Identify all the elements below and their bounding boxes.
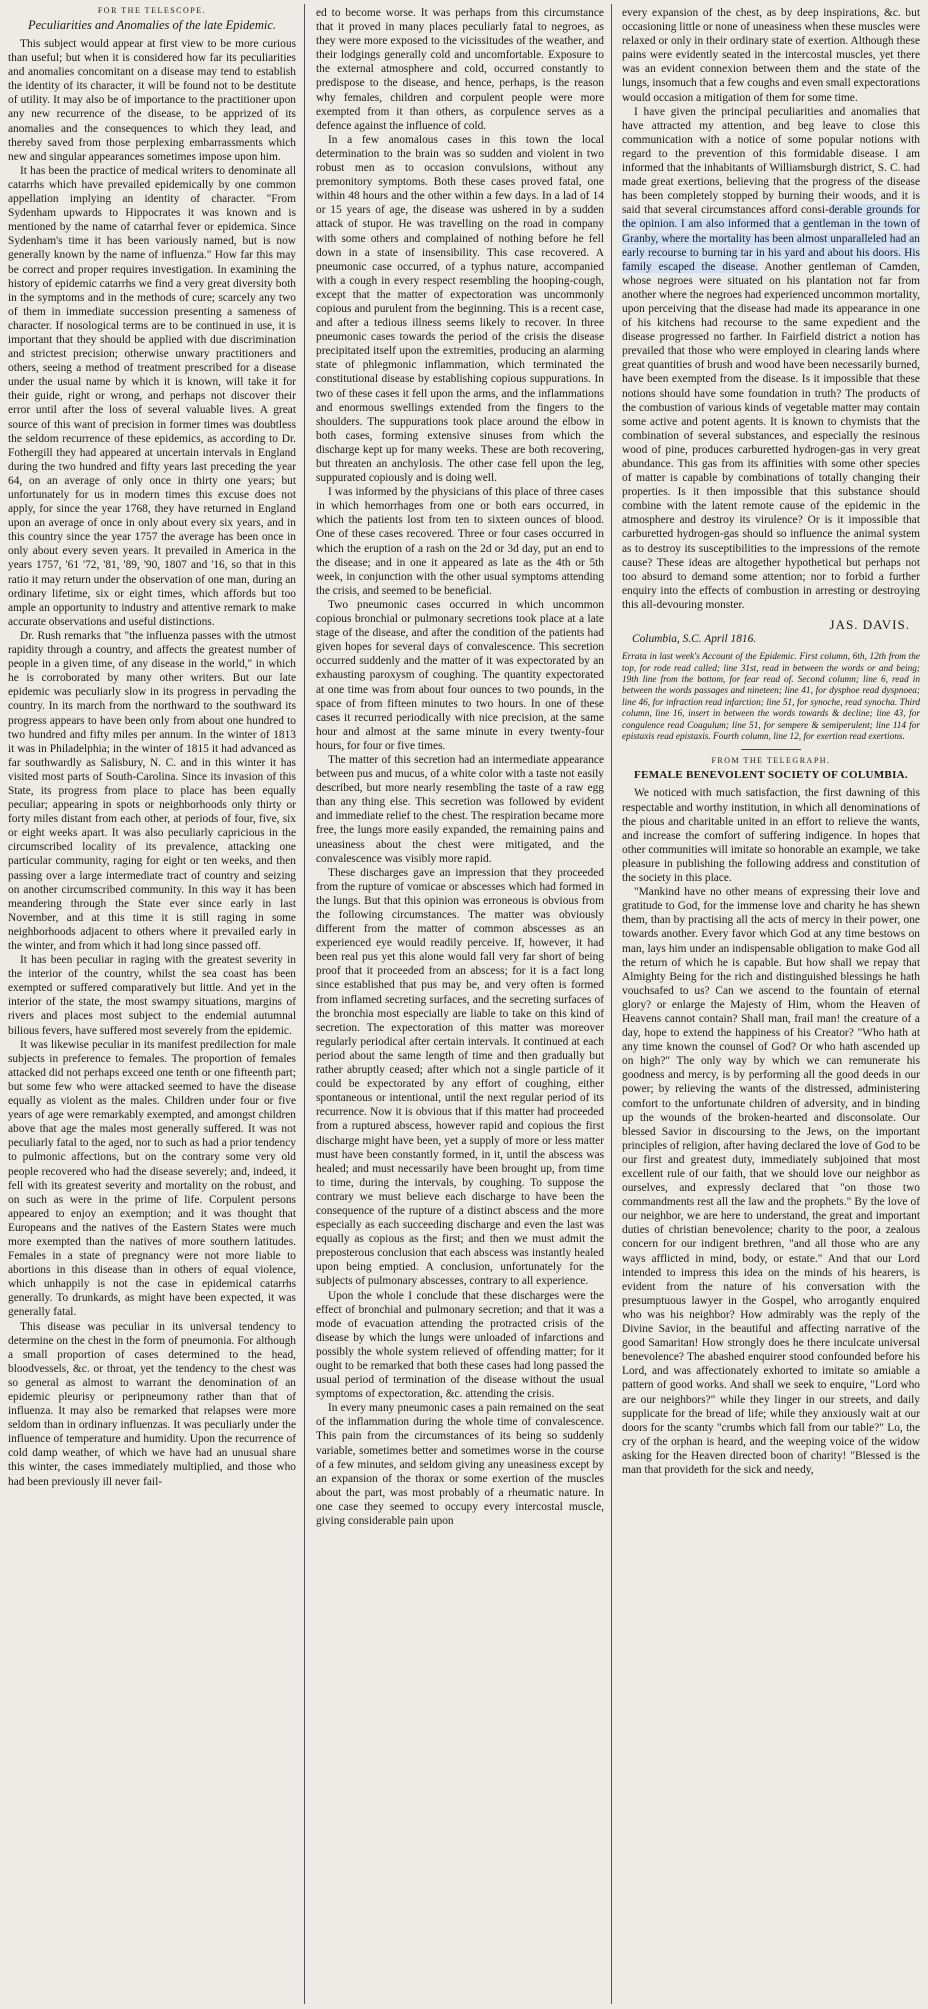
paragraph-with-highlight <box>622 105 920 612</box>
article-title: Peculiarities and Anomalies of the late Epidemic. <box>28 18 276 32</box>
paragraph: These discharges gave an impression that they proceeded from the rupture of vomicae or abscesses which had formed in the lungs. But that this opinion was erroneous is obvious from the following circumstances. The matter was obviously different from the matter of common abscesses as an experienced eye would readily perceive. If, however, it had been real pus yet this alone would fall very far short of being proof that it proceeded from an abscess; for it is a fact long since established that pus may be, and very often is formed from inflamed secreting surfaces, and the secreting surfaces of the bronchia most especially are liable to take on this kind of secretion. The expectoration of this matter was moreover regularly periodical after certain intervals. It continued at each period about the same length of time and then gradually but rather abruptly ceased; after which not a single particle of it could be expectorated by any effort of coughing, either spontaneous or intentional, until the next regular period of its recurrence. Now it is obvious that if this matter had proceeded from a ruptured abscess, however rapid and copious the first discharge might have been, yet a supply of more or less matter must have been constantly formed, in it, until the abscess was healed; and must necessarily have been brought up, from time to time, during the intervals, by coughing. To suppose the contrary we must believe each discharge to have been the consequence of the rupture of a distinct abscess and the more especially as each succeeding discharge and even the last was equally as copious as the first; and then we must admit the preposterous conclusion that each abscess was instantly healed upon being emptied. A conclusion, unfortunately for the subjects of pulmonary abscesses, contrary to all experience. <box>316 866 604 1288</box>
paragraph: It has been peculiar in raging with the greatest severity in the interior of the country, whilst the sea coast has been exempted or suffered comparatively but little. And yet in the interior of the state, the most swampy situations, margins of rivers and places most subject to the endemial autumnal bilious fevers, have suffered most severely from the epidemic. <box>8 954 296 1037</box>
paragraph: "Mankind have no other means of expressing their love and gratitude to God, for the immense love and charity he has shewn them, than by practising all the acts of mercy in their power, one towards another. Every favor which God at any time bestows on man, lays him under an indispensable obligation to make God all the return of which he is capable. But how shall we repay that Almighty Being for the rich and distinguished blessings he hath vouchsafed to us? Can we ascend to the fountain of eternal glory? or enlarge the Majesty of Him, whom the Heaven of Heavens cannot contain? Shall man, frail man! the creature of a day, hope to extend the happiness of his Creator? "Who hath at any time known the counsel of God? Or who hath ascended up on high?" The only way by which we can remunerate his goodness and mercy, is by performing all the good deeds in our power; by relieving the wants of the distressed, administering comfort to the unfortunate children of adversity, and in binding up the wounds of the broken-hearted and disconsolate. Our blessed Savior in discoursing to the Jews, on the important principles of religion, after having declared the love of God to be our first and greatest duty, immediately subjoined that most excellent rule of our faith, that we should love our neighbor as ourselves, and expressly declared that "on those two commandments rest all the law and the prophets." By the love of our neighbor, we are here to understand, the great and important duties of christian benevolence; charity to the poor, a zealous concern for our indigent brethren, "and all those who are any ways afflicted in mind, body, or estate." And that our Lord intended to impress this idea on the minds of his hearers, is evident from the nature of his conversation with the presumptuous lawyer in the Gospel, who arrogantly enquired who was his neighbor? How admirably was the reply of the Divine Savior, in the beautiful and affecting narrative of the good Samaritan! How strongly does he there inculcate universal benevolence? The abashed enquirer stood confounded before his Lord, and was affectionately exhorted to imitate so amiable a pattern of good works. And shall we seek to enquire, "Lord who are our neighbors?" while they linger in our streets, and daily supplicate for the bread of life; while they anxiously wait at our doors for the scanty "crumbs which fall from our table?" Lo, the cry of the orphan is heard, and the weeping voice of the widow asking for the Heaven directed boon of charity! "Blessed is the man that provideth for the sick and needy, <box>622 886 920 1476</box>
paragraph: This disease was peculiar in its universal tendency to determine on the chest in the form of pneumonia. For although a small proportion of cases determined to the head, bloodvessels, &c. or throat, yet the tendency to the chest was so general as almost to warrant the denomination of an epidemic pleurisy or peripneumony rather than that of influenza. It may also be remarked that relapses were more seldom than in ordinary influenzas. It was peculiarly under the influence of temperature and humidity. Upon the recurrence of cold damp weather, of which we have had an unusual share this winter, the cases immediately multiplied, and those who had been previously ill never fail- <box>8 1320 296 1488</box>
column-2 <box>316 6 604 2001</box>
dateline: Columbia, S.C. April 1816. <box>632 633 757 646</box>
paragraph: Upon the whole I conclude that these discharges were the effect of bronchial and pulmonary secretion; and that it was a mode of evacuation attending the protracted crisis of the disease by which the lungs were unloaded of infarctions and possibly the whole system relieved of offending matter; for it ought to be remarked that both these cases had long passed the usual period of termination of the disease without the usual symptoms of expectoration, &c. attending the crisis. <box>316 1289 604 1401</box>
column-1 <box>8 6 296 2001</box>
paragraph: ed to become worse. It was perhaps from this circumstance that it proved in many places peculiarly fatal to negroes, as they were more exposed to the vicissitudes of the weather, and their lodgings generally cold and uncomfortable. Exposure to the external atmosphere and cold, occurred constantly to predispose to the disease, and hence, perhaps, is the reason why females, children and corpulent people were more exempted from it than others, as corpulence serves as a defence against the influence of cold. <box>316 7 604 132</box>
paragraph: In every many pneumonic cases a pain remained on the seat of the inflammation during the whole time of convalescence. This pain from the circumstances of its being so suddenly variable, sometimes better and sometimes worse in the course of a few minutes, and seldom giving any uneasiness except by an expansion of the thorax or some exertion of the muscles about the part, was most probably of a rheumatic nature. In one case they seemed to occupy every intercostal muscle, giving considerable pain upon <box>316 1402 604 1528</box>
paragraph: We noticed with much satisfaction, the first dawning of this respectable and worthy institution, in which all denominations of the pious and charitable united in an effort to relieve the wants, and increase the comfort of suffering indigence. In hopes that other communities will imitate so honorable an example, we take pleasure in publishing the following address and constitution of the society in this place. <box>622 787 920 885</box>
paragraph: Two pneumonic cases occurred in which uncommon copious bronchial or pulmonary secretions took place at a late stage of the disease, and after the condition of the patients had given hopes for several days of convalescence. This secretion occurred suddenly and the matter of it was expectorated by an exhausting paroxysm of coughing. The quantity expectorated at one time was from about four ounces to two pounds, in the space of from fifteen minutes to two hours. In one of these cases it recurred periodically with nice precision, at the same hour and almost at the same minute in every twenty-four hours, for four or five times. <box>316 598 604 752</box>
article-title: FEMALE BENEVOLENT SOCIETY OF COLUMBIA. <box>634 769 908 782</box>
source-credit: FROM THE TELEGRAPH. <box>711 756 831 766</box>
errata-notice: Errata in last week's Account of the Epidemic. First column, 6th, 12th from the top, for rode read called; line 31st, read in between the words or and being; 19th line from the bottom, for fear read of. Second column; line 6, read in between the words passages and nineteen; line 41, for dysphoe read dyspnoea; line 46, for infraction read infarction; line 51, for synoche, read synocha. Third column, line 16, insert in between the words towards & decline; line 43, for congulence read Coagulum; line 51, for sempere & semiperulent; line 114 for epistaxis read epistaxis. Fourth column, line 12, for exertion read exertions. <box>622 652 920 743</box>
column-rule <box>611 4 612 2004</box>
paragraph: This subject would appear at first view to be more curious than useful; but when it is considered how far its peculiarities and anomalies concomitant on a disease may tend to establish the identity of its character, it will be found not to be destitute of utility. It may also be of importance to the practitioner upon any new recurrence of the disease, to be apprized of its anomalies and the consequences to which they lead, and thereby saved from those perplexing embarrassments which new and singular appearances sometimes impose upon him. <box>8 38 296 163</box>
author-signature: JAS. DAVIS. <box>829 617 910 633</box>
paragraph: It has been the practice of medical writers to denominate all catarrhs which have prevailed epidemically by one common appellation implying an identity of character. "From Sydenham upwards to Hippocrates it was known and is mentioned by the name of catarrhal fever or epidemica. Since Sydenham's time it has been variously named, but is now generally known by the name of influenza." How far this may be correct and proper requires investigation. In examining the history of epidemic catarrhs we find a very great diversity both in the symptoms and in the methods of cure; scarcely any two of them in immediate succession presenting a sameness of character. If nosological terms are to be continued in use, it is important that they should be applied with due discrimination and strictest precision; otherwise unwary practitioners and others, seeing a method of treatment prescribed for a disease under the usual name by which it is known, will take it for their guide, right or wrong, and perhaps not discover their error until after the loss of several valuable lives. A great source of this want of precision in former times was doubtless the seldom recurrence of these epidemics, as according to Dr. Fothergill they had appeared at uncertain intervals in England during the two hundred and fifty years last preceding the year 64, on an average of only once in thirty one years; but unfortunately for us in modern times this excuse does not apply, for since the year 1768, they have returned in England upon an average of once in only about every six years, and in this country since the year 1757 the average has been once in only about every seven years. It prevailed in America in the years 1757, '61 '72, '81, '89, '90, 1807 and '16, so that in this ratio it may return under the observation of one man, during an ordinary lifetime, six or eight times, which affords but too ample an opportunity to industry and attentive remark to make accurate observations and useful distinctions. <box>8 164 296 628</box>
divider <box>741 749 801 750</box>
paragraph-text: I have given the principal peculiarities and anomalies that have attracted my attention, and beg leave to close this communication with a notice of some popular notions with regard to the prevention of this formidable disease. I am informed that the inhabitants of Williamsburgh district, S. C. had made great exertions, believing that the progress of the disease has been completely stopped by burning their woods, and it is said that several circumstances afford consi- <box>622 105 920 217</box>
paragraph-text: Another gentleman of Camden, whose negroes were situated on his plantation not far from another where the negroes had experienced uncommon mortality, upon perceiving that the disease had made its appearance in one of his kitchens had recourse to the same expedient and the disease progressed no farther. In Fairfield district a notion has prevailed that those who were employed in clearing lands where great quantities of brush and wood have been necessarily burned, have been exempted from the disease. Is it impossible that these notions should have some foundation in truth? The products of the combustion of various kinds of vegetable matter may contain some active and potent agents. It is known to chymists that the combination of several substances, and especially the resinous wood of pine, produces carburetted hydrogen-gas in very great abundance. This gas from its affinities with some other species of matter is capable by combinations of totally changing their properties. Is it then impossible that this substance should combine with the latent remote cause of the epidemic in the atmosphere and destroy its virulence? Or is it impossible that carburetted hydrogen-gas should so influence the animal system as to destroy its susceptibilities to the impressions of the remote cause? These ideas are altogether hypothetical but perhaps not too absurd to demand some attention; nor to forbid a further enquiry into the effects of combustion in arresting or destroying this all-devouring monster. <box>622 260 920 611</box>
paragraph: Dr. Rush remarks that "the influenza passes with the utmost rapidity through a country, and affects the greatest number of people in a given time, of any disease in the world," in which he is corroborated by many other writers. But our late epidemic was peculiarly slow in its progress in pervading the country. In its march from the northward to the southward its progress appears to have been only from about one hundred to two hundred and fifty miles per annum. In the winter of 1813 it was in Philadelphia; in the winter of 1815 it had advanced as far southwardly as Salisbury, N. C. and in this winter it has visited most parts of South-Carolina. Since its invasion of this State, its progress from place to place has been equally peculiar; appearing in spots or neighborhoods only thirty or forty miles distant from each other, at periods of four, five, six or eight weeks apart. It was also peculiarly capricious in the circumscribed locality of its prevalence, attacking one particular community, raging for eight or ten weeks, and then passing over a large intermediate tract of country and seizing on another circumscribed community. In this way it has been meandering through the State ever since early in last November, and at this time it is still raging in some neighborhoods adjacent to others where it prevailed early in the winter, and from which it had long since passed off. <box>8 629 296 952</box>
paragraph: It was likewise peculiar in its manifest predilection for male subjects in preference to females. The proportion of females attacked did not perhaps exceed one tenth or one fifteenth part; but some few who were attacked seemed to have the disease equally as violent as the males. Children under four or five years of age were remarkably exempted, and amongst children above that age the males most generally suffered. It was not peculiarly fatal to the aged, nor to such as had a prior tendency to pulmonic affections, but on the contrary some very old people recovered who had the disease severely; and, indeed, it fell with its greatest severity and mortality on the robust, and on such as were in the prime of life. Corpulent persons appeared to enjoy an exemption; and it was thought that Europeans and the natives of the Eastern States were much more exempted than the natives of more southern latitudes. Females in a state of pregnancy were not more liable to abortions in this disease than in others of equal violence, which unhappily is not the case in epidemical catarrhs generally. To drunkards, as might have been expected, it was generally fatal. <box>8 1038 296 1319</box>
paragraph: In a few anomalous cases in this town the local determination to the brain was so sudden and violent in two robust men as to occasion convulsions, without any premonitory symptoms. Both these cases proved fatal, one within 48 hours and the other within a few days. In a lad of 14 or 15 years of age, the disease was ushered in by a sudden attack of stupor. He was travelling on the road in company with some others and complained of nothing before he fell down in a state of insensibility. This case recovered. A pneumonic case occurred, of a typhus nature, accompanied with a cough in every respect resembling the hooping-cough, except that the matter of expectoration was uncommonly copious and purulent from the beginning. This is a recent case, and after a tedious illness seems likely to recover. In three pneumonic cases towards the period of the crisis the disease precipitated itself upon the extremities, producing an alarming state of phlegmonic inflammation, which terminated the constitutional disease by establishing copious suppurations. In two of these cases it fell upon the arms, and the inflammations and enormous swellings extended from the fingers to the shoulders. The suppurations took place around the elbow in both cases, forming extensive sinuses from which the discharge kept up for many weeks. These are both recovering, but threaten an anchylosis. The other case fell upon the leg, suppurated copiously and is doing well. <box>316 133 604 485</box>
column-rule <box>304 4 305 2004</box>
paragraph: The matter of this secretion had an intermediate appearance between pus and mucus, of a white color with a taste not easily described, but more nearly resembling the taste of a raw egg than any thing else. This secretion was followed by evident and immediate relief to the chest. The respiration became more free, the lungs more easily expanded, the remaining pains and uneasiness about the chest were mitigated, and the convalescence was visibly more rapid. <box>316 753 604 865</box>
highlighted-text: derable grounds for the opinion. I am also informed that a gentleman in the town of Granby, where the mortality has been almost unparalleled had an early recourse to burning tar in his yard and about his doors. His family escaped the disease. <box>622 204 920 273</box>
paragraph: every expansion of the chest, as by deep inspirations, &c. but occasioning little or none of uneasiness when these muscles were relaxed or only in their ordinary state of exertion. Although these pains were evidently seated in the intercostal muscles, yet there was an evident connexion between them and the state of the lungs, insomuch that a few coughs and even small expectorations would occasion a mitigation of them for some time. <box>622 7 920 104</box>
paragraph: I was informed by the physicians of this place of three cases in which hemorrhages from one or both ears occurred, in which the patients lost from ten to sixteen ounces of blood. One of these cases recovered. Three or four cases occurred in which the eruption of a rash on the 2d or 3d day, put an end to the disease; and in one it appeared as late as the 4th or 5th week, in conjunction with the other usual symptoms attending the crisis, and seemed to be beneficial. <box>316 486 604 597</box>
column-3 <box>622 6 920 2001</box>
source-credit: FOR THE TELESCOPE. <box>97 6 207 15</box>
